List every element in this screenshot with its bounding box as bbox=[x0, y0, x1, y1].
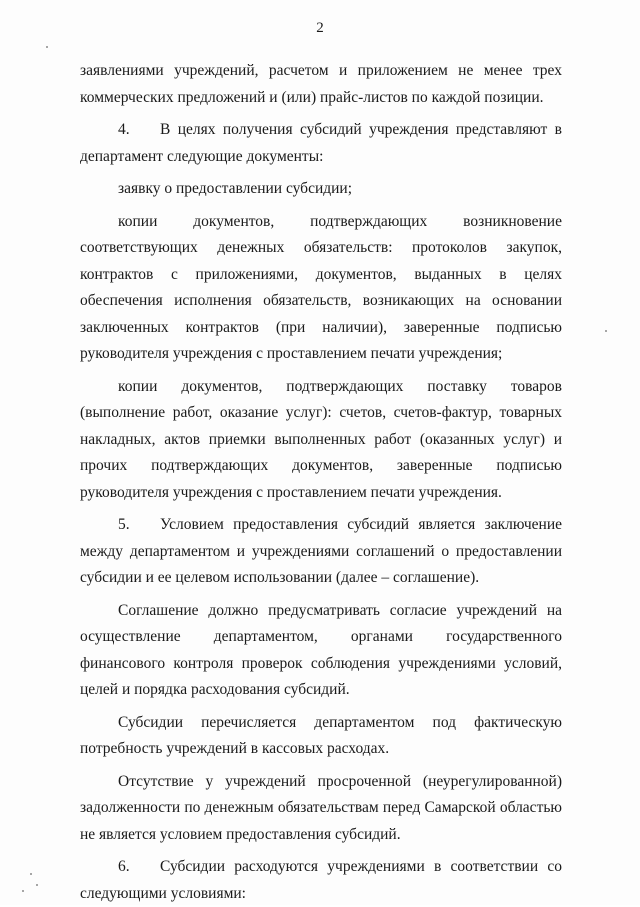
scan-speck bbox=[605, 330, 607, 332]
item-number: 6. bbox=[118, 858, 130, 875]
paragraph-agreement: Соглашение должно предусматривать согласие учреждений на осуществление департаментом, органами государственного финансового контроля проверок соблюдения учреждениями условий, целей и порядка расходования субсидий. bbox=[80, 601, 562, 698]
item-number: 4. bbox=[118, 121, 130, 138]
paragraph-item-5: 5. Условием предоставления субсидий является заключение между департаментом и учреждениями соглашений о предоставлении субсидии и ее целевом использовании (далее – соглашение). bbox=[80, 512, 562, 592]
paragraph-continuation: заявлениями учреждений, расчетом и приложением не менее трех коммерческих предложений и (или) прайс-листов по каждой позиции. bbox=[80, 62, 562, 106]
paragraph-item-4: 4. В целях получения субсидий учреждения представляют в департамент следующие документы: bbox=[80, 117, 562, 170]
paragraph-debt: Отсутствие у учреждений просроченной (неурегулированной) задолженности по денежным обязательствам перед Самарской областью не является условием предоставления субсидий. bbox=[80, 772, 562, 843]
scan-speck bbox=[36, 884, 38, 886]
item-number: 5. bbox=[118, 516, 130, 533]
scan-speck bbox=[46, 46, 48, 48]
paragraph-copies-delivery: копии документов, подтверждающих поставку товаров (выполнение работ, оказание услуг): счетов, счетов-фактур, товарных накладных, актов приемки выполненных работ (оказанных услуг) и прочих подтверждающих документов, заверенные подписью руководителя учреждения с проставлением печати учреждения. bbox=[80, 377, 562, 501]
page-number: 2 bbox=[316, 20, 324, 36]
scan-speck bbox=[30, 873, 32, 875]
scan-speck bbox=[22, 890, 24, 892]
paragraph-transfer: Субсидии перечисляется департаментом под фактическую потребность учреждений в кассовых расходах. bbox=[80, 713, 562, 757]
paragraph-item-6: 6. Субсидии расходуются учреждениями в соответствии со следующими условиями: bbox=[80, 854, 562, 907]
document-body bbox=[80, 58, 562, 907]
paragraph-copies-obligations: копии документов, подтверждающих возникновение соответствующих денежных обязательств: протоколов закупок, контрактов с приложениями, документов, выданных в целях обеспечения исполнения обязательств, возникающих на основании заключенных контрактов (при наличии), заверенные подписью руководителя учреждения с проставлением печати учреждения; bbox=[80, 212, 562, 362]
paragraph-application: заявку о предоставлении субсидии; bbox=[118, 180, 353, 197]
